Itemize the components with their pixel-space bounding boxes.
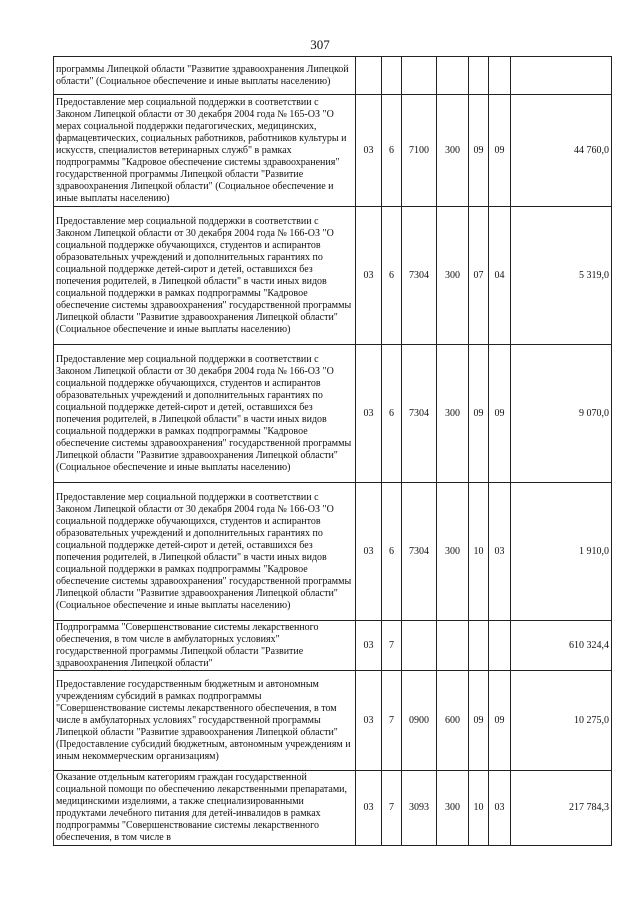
row-description: Подпрограмма "Совершенствование системы лекарственного обеспечения, в том числе в амбулаторных условиях" государственной программы Липецкой области "Развитие здравоохранения Липецкой области" bbox=[54, 621, 356, 671]
program-code: 03 bbox=[356, 621, 382, 671]
program-code: 03 bbox=[356, 207, 382, 345]
article-code: 7304 bbox=[402, 207, 437, 345]
expense-type-code: 300 bbox=[437, 207, 469, 345]
article-code: 7100 bbox=[402, 95, 437, 207]
expense-type-code: 300 bbox=[437, 95, 469, 207]
row-description: Предоставление мер социальной поддержки в соответствии с Законом Липецкой области от 30 декабря 2004 года № 166-ОЗ "О социальной поддержке обучающихся, студентов и аспирантов образовательных учреждений и дополнительных гарантиях по социальной поддержке детей-сирот и детей, оставшихся без попечения родителей, в Липецкой области" в части иных видов социальной поддержки в рамках подпрограммы "Кадровое обеспечение системы здравоохранения" государственной программы Липецкой области "Развитие здравоохранения Липецкой области" (Социальное обеспечение и иные выплаты населению) bbox=[54, 207, 356, 345]
article-code: 3093 bbox=[402, 771, 437, 846]
amount: 1 910,0 bbox=[511, 483, 612, 621]
program-code: 03 bbox=[356, 95, 382, 207]
table-row bbox=[54, 345, 612, 483]
row-description: Оказание отдельным категориям граждан государственной социальной помощи по обеспечению лекарственными препаратами, медицинскими изделиями, а также специализированными продуктами лечебного питания для детей-инвалидов в рамках подпрограммы "Совершенствование системы лекарственного обеспечения, в том числе в bbox=[54, 771, 356, 846]
subprogram-code: 7 bbox=[382, 771, 402, 846]
expense-type-code: 300 bbox=[437, 771, 469, 846]
section-code: 10 bbox=[469, 483, 489, 621]
row-description: Предоставление мер социальной поддержки в соответствии с Законом Липецкой области от 30 декабря 2004 года № 166-ОЗ "О социальной поддержке обучающихся, студентов и аспирантов образовательных учреждений и дополнительных гарантиях по социальной поддержке детей-сирот и детей, оставшихся без попечения родителей, в Липецкой области" в части иных видов социальной поддержки в рамках подпрограммы "Кадровое обеспечение системы здравоохранения" государственной программы Липецкой области "Развитие здравоохранения Липецкой области" (Социальное обеспечение и иные выплаты населению) bbox=[54, 345, 356, 483]
section-code: 09 bbox=[469, 345, 489, 483]
subsection-code: 03 bbox=[489, 771, 511, 846]
table-row bbox=[54, 57, 612, 95]
section-code: 09 bbox=[469, 95, 489, 207]
subsection-code bbox=[489, 621, 511, 671]
article-code bbox=[402, 621, 437, 671]
section-code: 10 bbox=[469, 771, 489, 846]
article-code: 7304 bbox=[402, 483, 437, 621]
subprogram-code bbox=[382, 57, 402, 95]
amount: 5 319,0 bbox=[511, 207, 612, 345]
subsection-code: 04 bbox=[489, 207, 511, 345]
program-code: 03 bbox=[356, 345, 382, 483]
row-description: Предоставление государственным бюджетным и автономным учреждениям субсидий в рамках подпрограммы "Совершенствование системы лекарственного обеспечения, в том числе в амбулаторных условиях" государственной программы Липецкой области "Развитие здравоохранения Липецкой области" (Предоставление субсидий бюджетным, автономным учреждениям и иным некоммерческим организациям) bbox=[54, 671, 356, 771]
program-code: 03 bbox=[356, 671, 382, 771]
subprogram-code: 6 bbox=[382, 207, 402, 345]
program-code: 03 bbox=[356, 483, 382, 621]
program-code bbox=[356, 57, 382, 95]
subprogram-code: 7 bbox=[382, 621, 402, 671]
amount: 9 070,0 bbox=[511, 345, 612, 483]
expense-type-code bbox=[437, 621, 469, 671]
amount: 610 324,4 bbox=[511, 621, 612, 671]
subprogram-code: 7 bbox=[382, 671, 402, 771]
section-code: 07 bbox=[469, 207, 489, 345]
subprogram-code: 6 bbox=[382, 483, 402, 621]
section-code: 09 bbox=[469, 671, 489, 771]
table-row bbox=[54, 483, 612, 621]
article-code: 7304 bbox=[402, 345, 437, 483]
section-code bbox=[469, 621, 489, 671]
budget-table bbox=[53, 56, 612, 846]
row-description: программы Липецкой области "Развитие здравоохранения Липецкой области" (Социальное обеспечение и иные выплаты населению) bbox=[54, 57, 356, 95]
amount: 10 275,0 bbox=[511, 671, 612, 771]
row-description: Предоставление мер социальной поддержки в соответствии с Законом Липецкой области от 30 декабря 2004 года № 166-ОЗ "О социальной поддержке обучающихся, студентов и аспирантов образовательных учреждений и дополнительных гарантиях по социальной поддержке детей-сирот и детей, оставшихся без попечения родителей, в Липецкой области" в части иных видов социальной поддержки в рамках подпрограммы "Кадровое обеспечение системы здравоохранения" государственной программы Липецкой области "Развитие здравоохранения Липецкой области" (Социальное обеспечение и иные выплаты населению) bbox=[54, 483, 356, 621]
expense-type-code bbox=[437, 57, 469, 95]
row-description: Предоставление мер социальной поддержки в соответствии с Законом Липецкой области от 30 декабря 2004 года № 165-ОЗ "О мерах социальной поддержки педагогических, медицинских, фармацевтических, социальных работников, работников культуры и искусств, специалистов ветеринарных служб" в рамках подпрограммы "Кадровое обеспечение системы здравоохранения" государственной программы Липецкой области "Развитие здравоохранения Липецкой области" (Социальное обеспечение и иные выплаты населению) bbox=[54, 95, 356, 207]
subsection-code bbox=[489, 57, 511, 95]
program-code: 03 bbox=[356, 771, 382, 846]
expense-type-code: 600 bbox=[437, 671, 469, 771]
article-code: 0900 bbox=[402, 671, 437, 771]
amount: 217 784,3 bbox=[511, 771, 612, 846]
table-row bbox=[54, 207, 612, 345]
subsection-code: 09 bbox=[489, 345, 511, 483]
table-row bbox=[54, 621, 612, 671]
subsection-code: 09 bbox=[489, 671, 511, 771]
table-row bbox=[54, 671, 612, 771]
subsection-code: 03 bbox=[489, 483, 511, 621]
subprogram-code: 6 bbox=[382, 345, 402, 483]
subprogram-code: 6 bbox=[382, 95, 402, 207]
section-code bbox=[469, 57, 489, 95]
table-row bbox=[54, 95, 612, 207]
expense-type-code: 300 bbox=[437, 345, 469, 483]
table-row bbox=[54, 771, 612, 846]
page-number: 307 bbox=[310, 37, 330, 52]
amount: 44 760,0 bbox=[511, 95, 612, 207]
expense-type-code: 300 bbox=[437, 483, 469, 621]
amount bbox=[511, 57, 612, 95]
article-code bbox=[402, 57, 437, 95]
subsection-code: 09 bbox=[489, 95, 511, 207]
